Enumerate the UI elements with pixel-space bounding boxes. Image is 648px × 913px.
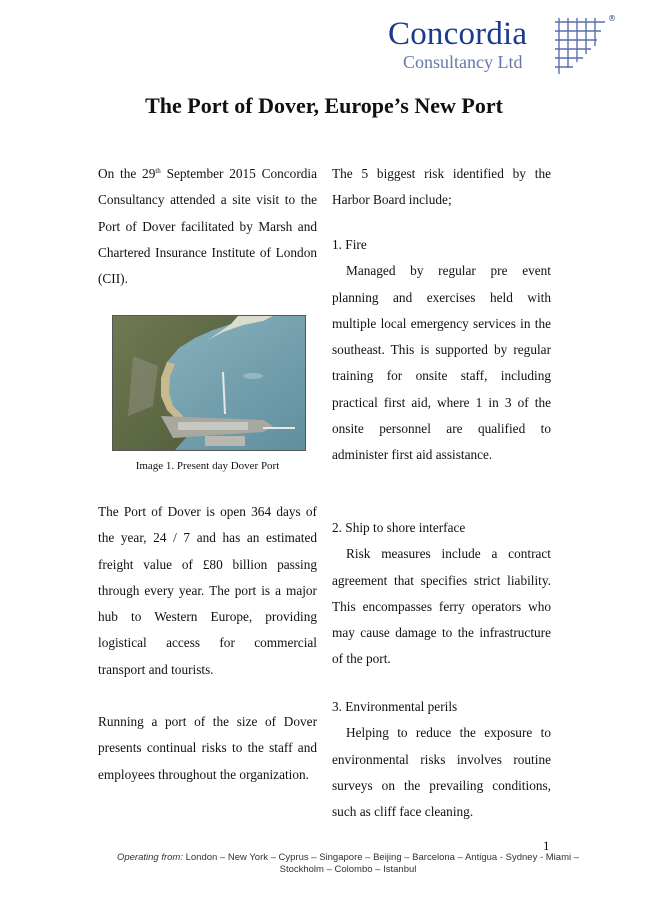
risk-summary-paragraph: Running a port of the size of Dover presents continual risks to the staff and employees throughout the organization. bbox=[98, 714, 317, 782]
risk-summary bbox=[98, 709, 317, 788]
port-overview bbox=[98, 499, 317, 683]
intro-superscript: th bbox=[155, 167, 161, 175]
risk-text: Managed by regular pre event planning and exercises held with multiple local emergency services in the southeast. This is supported by regular training for onsite staff, including practical first aid, where 1 in 3 of the onsite personnel are qualified to administer first aid assistance. bbox=[332, 263, 551, 463]
logo-grid-icon bbox=[555, 18, 607, 74]
risk-text: Helping to reduce the exposure to environmental risks involves routine surveys on the prevailing conditions, such as cliff face cleaning. bbox=[332, 725, 551, 820]
right-column-intro bbox=[332, 161, 551, 214]
intro-text-post: September 2015 Concordia Consultancy attended a site visit to the Port of Dover facilitated by Marsh and Chartered Insurance Institute of London (CII). bbox=[98, 166, 317, 287]
logo-name: Concordia bbox=[388, 16, 528, 52]
footer bbox=[100, 852, 596, 876]
risk-heading: 2. Ship to shore interface bbox=[332, 520, 466, 535]
footer-cities: London – New York – Cyprus – Singapore – Beijing – Barcelona – Antigua - Sydney - Miami – Stockholm – Colombo – Istanbul bbox=[182, 852, 580, 875]
intro-text-pre: On the 29 bbox=[98, 166, 156, 181]
left-column bbox=[98, 161, 317, 292]
overview-paragraph: The Port of Dover is open 364 days of the year, 24 / 7 and has an estimated freight value of £80 billion passing through every year. The port is a major hub to Western Europe, providing logistical access for commercial transport and tourists. bbox=[98, 504, 317, 677]
footer-label: Operating from: bbox=[116, 852, 183, 863]
risk-heading: 3. Environmental perils bbox=[332, 699, 458, 714]
risk-text: Risk measures include a contract agreement that specifies strict liability. This encompasses ferry operators who may cause damage to the infrastructure of the port. bbox=[332, 546, 551, 667]
company-logo bbox=[385, 14, 620, 78]
dover-port-photo bbox=[112, 315, 306, 451]
risk-ship-to-shore bbox=[332, 515, 551, 673]
page-number: 1 bbox=[543, 838, 550, 853]
risk-environmental bbox=[332, 694, 551, 825]
risks-intro-paragraph: The 5 biggest risk identified by the Harbor Board include; bbox=[332, 166, 551, 208]
aerial-port-image bbox=[113, 316, 305, 450]
page-title: The Port of Dover, Europe’s New Port bbox=[145, 93, 503, 118]
intro-paragraph bbox=[98, 161, 317, 292]
risk-heading: 1. Fire bbox=[332, 237, 367, 252]
logo-subtitle: Consultancy Ltd bbox=[403, 52, 523, 72]
image-caption: Image 1. Present day Dover Port bbox=[135, 460, 280, 472]
registered-mark: ® bbox=[608, 14, 616, 23]
risk-fire bbox=[332, 232, 551, 469]
